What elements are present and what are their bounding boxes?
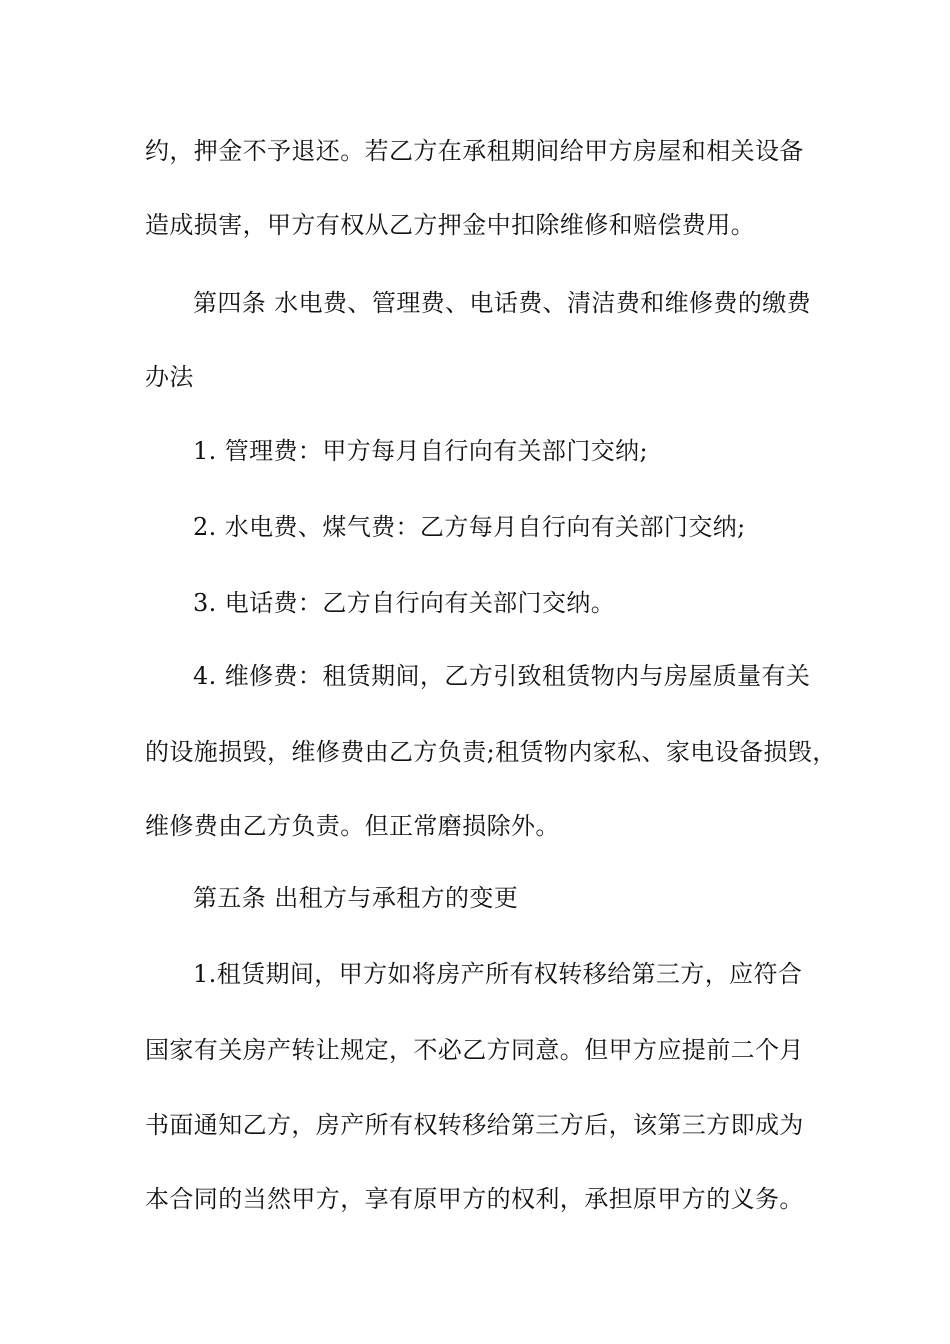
text-line-maintenance-continued: 的设施损毁，维修费由乙方负责;租赁物内家私、家电设备损毁， [145, 738, 837, 766]
list-item-management-fee: 1. 管理费：甲方每月自行向有关部门交纳; [193, 437, 649, 465]
text-line-maintenance-end: 维修费由乙方负责。但正常磨损除外。 [145, 812, 560, 840]
text-line-deposit-forfeit: 约，押金不予退还。若乙方在承租期间给甲方房屋和相关设备 [145, 137, 804, 165]
article-five-heading: 第五条 出租方与承租方的变更 [193, 884, 519, 912]
list-item-utility-fee: 2. 水电费、煤气费：乙方每月自行向有关部门交纳; [193, 513, 746, 541]
article-four-heading-continued: 办法 [145, 363, 194, 391]
text-line-ownership-transfer-3: 书面通知乙方，房产所有权转移给第三方后，该第三方即成为 [145, 1111, 804, 1139]
text-line-damage-deduction: 造成损害，甲方有权从乙方押金中扣除维修和赔偿费用。 [145, 211, 755, 239]
list-item-telephone-fee: 3. 电话费：乙方自行向有关部门交纳。 [193, 589, 616, 617]
text-line-ownership-transfer-4: 本合同的当然甲方，享有原甲方的权利，承担原甲方的义务。 [145, 1185, 804, 1213]
text-line-ownership-transfer: 1.租赁期间，甲方如将房产所有权转移给第三方，应符合 [193, 960, 803, 988]
list-item-maintenance-fee: 4. 维修费：租赁期间，乙方引致租赁物内与房屋质量有关 [193, 662, 811, 690]
article-four-heading: 第四条 水电费、管理费、电话费、清洁费和维修费的缴费 [193, 289, 812, 317]
text-line-ownership-transfer-2: 国家有关房产转让规定，不必乙方同意。但甲方应提前二个月 [145, 1036, 804, 1064]
